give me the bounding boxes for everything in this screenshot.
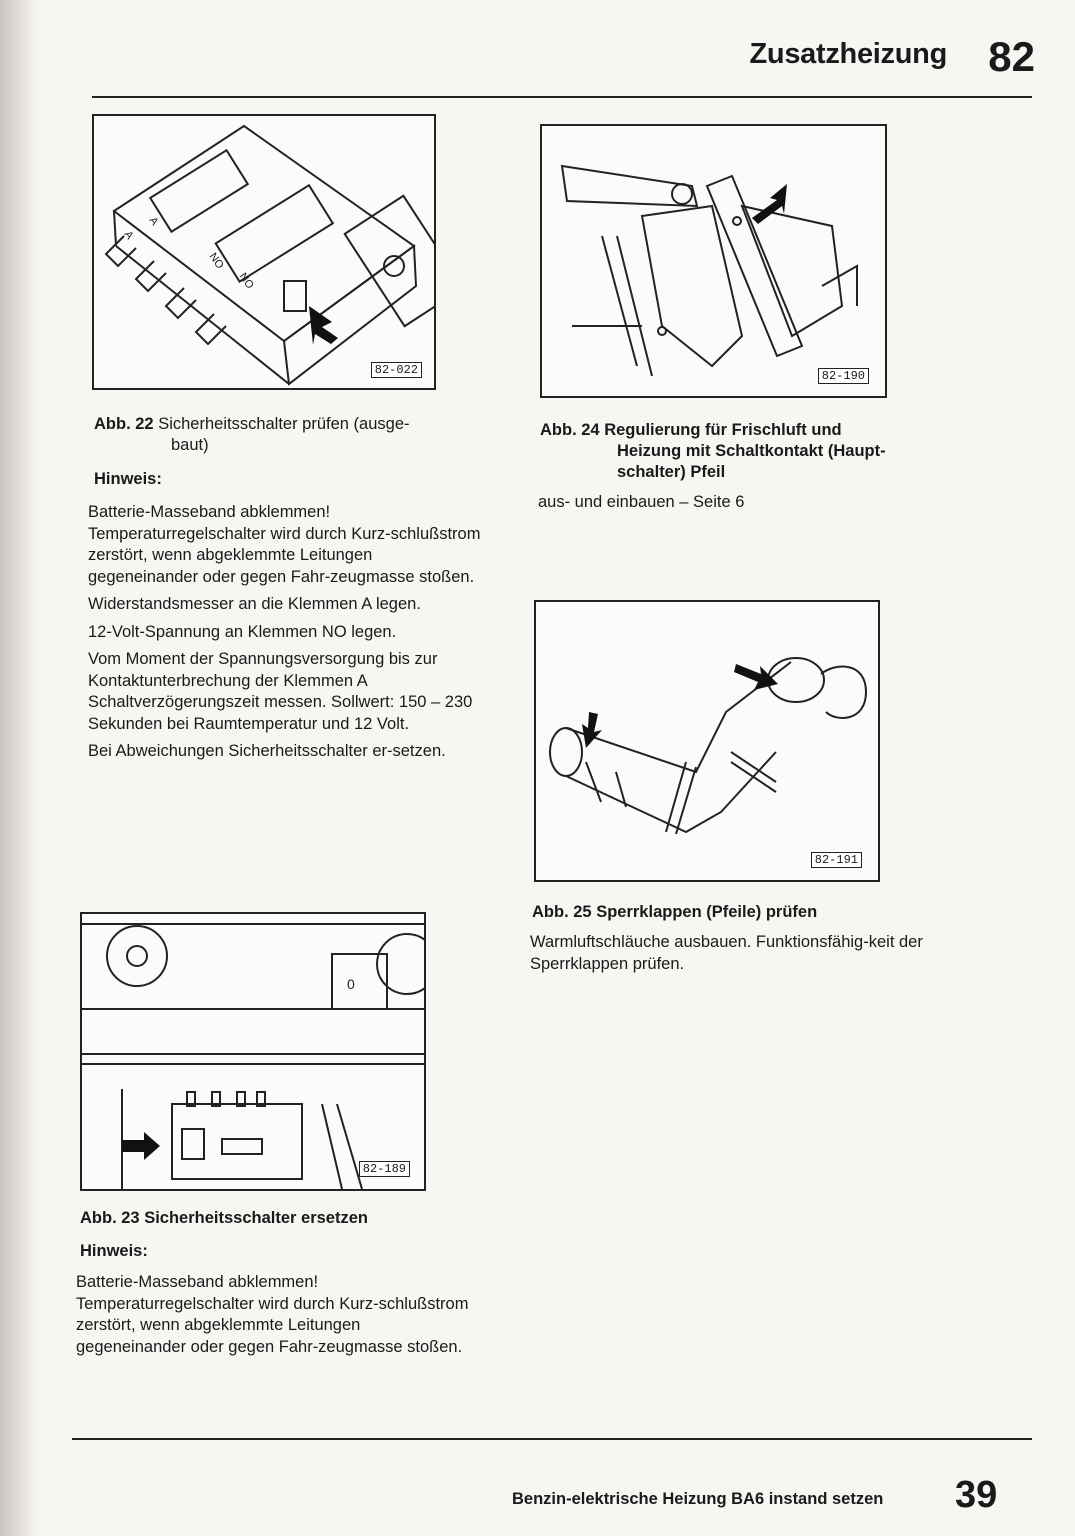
dashboard-drawing bbox=[82, 914, 424, 1189]
figure-24-text: aus- und einbauen – Seite 6 bbox=[538, 493, 745, 511]
figure-25-hoses bbox=[534, 600, 880, 882]
page-number: 39 bbox=[955, 1474, 998, 1516]
figure-25-text: Warmluftschläuche ausbauen. Funktionsfähig-keit der Sperrklappen prüfen. bbox=[530, 933, 923, 973]
caption-line-3: schalter) Pfeil bbox=[617, 463, 726, 481]
figure-id: 82-189 bbox=[359, 1161, 410, 1177]
figure-id: 82-190 bbox=[818, 368, 869, 384]
figure-22-caption bbox=[94, 414, 474, 456]
figure-25-caption bbox=[532, 902, 817, 923]
figure-22-safety-switch bbox=[92, 114, 436, 390]
chapter-number: 82 bbox=[988, 33, 1035, 80]
header-rule bbox=[92, 96, 1032, 98]
figure-label: Abb. 22 bbox=[94, 415, 154, 433]
paragraph: Widerstandsmesser an die Klemmen A legen. bbox=[88, 595, 421, 613]
terminal-label: A bbox=[121, 228, 136, 242]
caption-text: Sperrklappen (Pfeile) prüfen bbox=[596, 903, 818, 921]
figure-label: Abb. 25 bbox=[532, 903, 592, 921]
terminal-label: NO bbox=[236, 270, 256, 292]
figure-24-regulation bbox=[540, 124, 887, 398]
paragraph: Vom Moment der Spannungsversorgung bis zur Kontaktunterbrechung der Klemmen A Schaltverzögerungszeit messen. Sollwert: 150 – 230 Sekunden bei Raumtemperatur und 12 Volt. bbox=[88, 650, 473, 733]
figure-label: Abb. 24 bbox=[540, 421, 600, 439]
panel-value: 0 bbox=[347, 976, 355, 992]
hint-title: Hinweis: bbox=[80, 1242, 148, 1260]
footer-title: Benzin-elektrische Heizung BA6 instand setzen bbox=[512, 1490, 884, 1508]
regulation-drawing bbox=[542, 126, 885, 396]
hoses-drawing bbox=[536, 602, 878, 880]
figure-label: Abb. 23 bbox=[80, 1209, 140, 1227]
figure-24-caption bbox=[540, 420, 960, 483]
figure-23-caption bbox=[80, 1208, 368, 1229]
paragraph: 12-Volt-Spannung an Klemmen NO legen. bbox=[88, 622, 397, 641]
figure-22-instructions bbox=[88, 502, 483, 769]
page-header-title: Zusatzheizung bbox=[749, 38, 947, 70]
paragraph: Bei Abweichungen Sicherheitsschalter er-setzen. bbox=[88, 742, 446, 760]
figure-id: 82-191 bbox=[811, 852, 862, 868]
figure-23-switch-location bbox=[80, 912, 426, 1191]
caption-line-2: baut) bbox=[171, 436, 209, 454]
footer-rule bbox=[72, 1438, 1032, 1440]
caption-line-1: Sicherheitsschalter prüfen (ausge- bbox=[158, 415, 410, 433]
terminal-label: A bbox=[146, 214, 161, 228]
terminal-label: NO bbox=[206, 250, 226, 272]
caption-text: Sicherheitsschalter ersetzen bbox=[144, 1209, 368, 1227]
scan-edge-shadow bbox=[0, 0, 38, 1536]
figure-id: 82-022 bbox=[371, 362, 422, 378]
safety-switch-drawing bbox=[94, 116, 434, 388]
caption-line-2: Heizung mit Schaltkontakt (Haupt- bbox=[617, 442, 886, 460]
figure-23-text: Batterie-Masseband abklemmen! Temperaturregelschalter wird durch Kurz-schlußstrom zerstört, wenn abgeklemmte Leitungen gegeneinander oder gegen Fahr-zeugmasse stoßen. bbox=[76, 1273, 469, 1356]
paragraph: Batterie-Masseband abklemmen! Temperaturregelschalter wird durch Kurz-schlußstrom zerstört, wenn abgeklemmte Leitungen gegeneinander oder gegen Fahr-zeugmasse stoßen. bbox=[88, 503, 481, 586]
caption-line-1: Regulierung für Frischluft und bbox=[604, 421, 842, 439]
hint-title: Hinweis: bbox=[94, 470, 162, 488]
